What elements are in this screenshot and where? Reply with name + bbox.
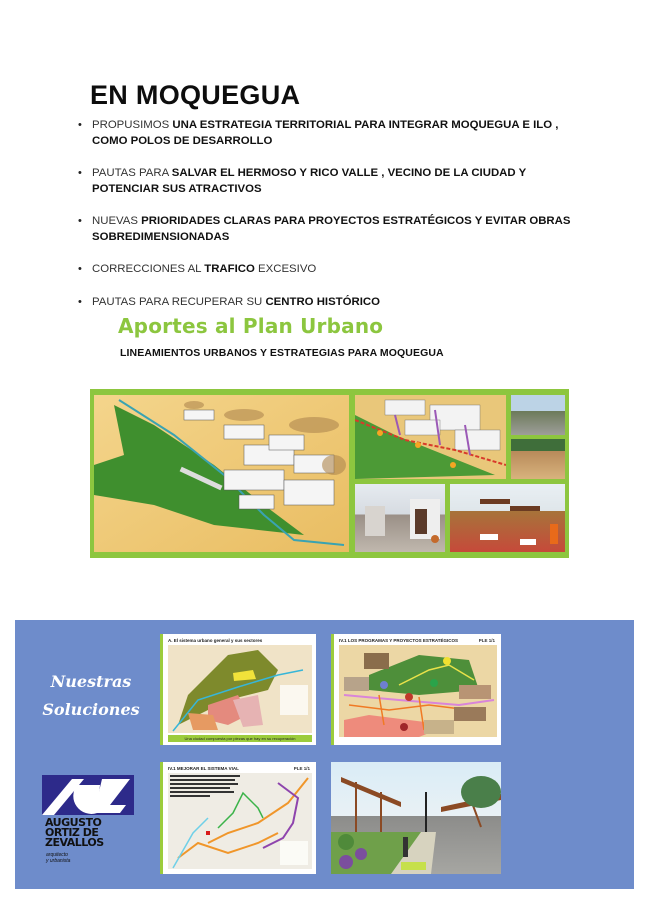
bullet-item: • CORRECCIONES AL TRAFICO EXCESIVO: [78, 262, 578, 278]
company-logo-tagline: arquitecto y urbanista: [46, 852, 71, 864]
bullet-list: [78, 118, 578, 305]
aportes-title: Aportes al Plan Urbano: [118, 314, 384, 338]
company-logo-mark: [42, 775, 134, 815]
thumbnail-boulevard-render[interactable]: [331, 762, 501, 874]
soluciones-heading: Nuestras Soluciones: [42, 672, 140, 719]
aportes-subtitle: LINEAMIENTOS URBANOS Y ESTRATEGIAS PARA MOQUEGUA: [120, 347, 444, 359]
boulevard-render-image: [331, 762, 501, 874]
aportes-image-frame: [90, 389, 569, 558]
bullet-item: • PROPUSIMOS UNA ESTRATEGIA TERRITORIAL PARA INTEGRAR MOQUEGUA E ILO , COMO POLOS DE DESARROLLO: [78, 118, 578, 149]
photo-street-structure: [511, 395, 565, 435]
render-historic-street: [355, 484, 445, 552]
bullet-item-clipped: • PAUTAS PARA RECUPERAR SU CENTRO HISTÓRICO: [78, 295, 578, 305]
thumbnail-strategic-projects[interactable]: IV.1 LOS PROGRAMAS Y PROYECTOS ESTRATÉGICOS PLE 1/1: [331, 634, 501, 745]
thumbnail-urban-system-map[interactable]: A. El sistema urbano general y sus sectores Una ciudad compuesta por piezas que hay en su recuperación: [160, 634, 316, 745]
valley-3d-map-image: [94, 395, 349, 552]
soluciones-panel: [15, 620, 634, 889]
thumbnail-footer: Una ciudad compuesta por piezas que hay en su recuperación: [168, 735, 312, 742]
urban-sectors-map: [168, 645, 312, 733]
company-logo-name: AUGUSTO ORTIZ DE ZEVALLOS: [45, 816, 104, 849]
render-plaza-pergola: [450, 484, 565, 552]
strategic-projects-map: [339, 645, 497, 737]
city-strategy-map-image: [355, 395, 506, 479]
road-system-map: [168, 773, 312, 869]
thumbnail-road-system[interactable]: IV.1 MEJORAR EL SISTEMA VIAL PLE 1/1: [160, 762, 316, 874]
bullet-item: • PAUTAS PARA SALVAR EL HERMOSO Y RICO VALLE , VECINO DE LA CIUDAD Y POTENCIAR SUS ATRACTIVOS: [78, 166, 578, 197]
photo-adobe-wall: [511, 439, 565, 479]
bullet-item: • NUEVAS PRIORIDADES CLARAS PARA PROYECTOS ESTRATÉGICOS Y EVITAR OBRAS SOBREDIMENSIONADAS: [78, 214, 578, 245]
page-title: EN MOQUEGUA: [90, 80, 301, 110]
